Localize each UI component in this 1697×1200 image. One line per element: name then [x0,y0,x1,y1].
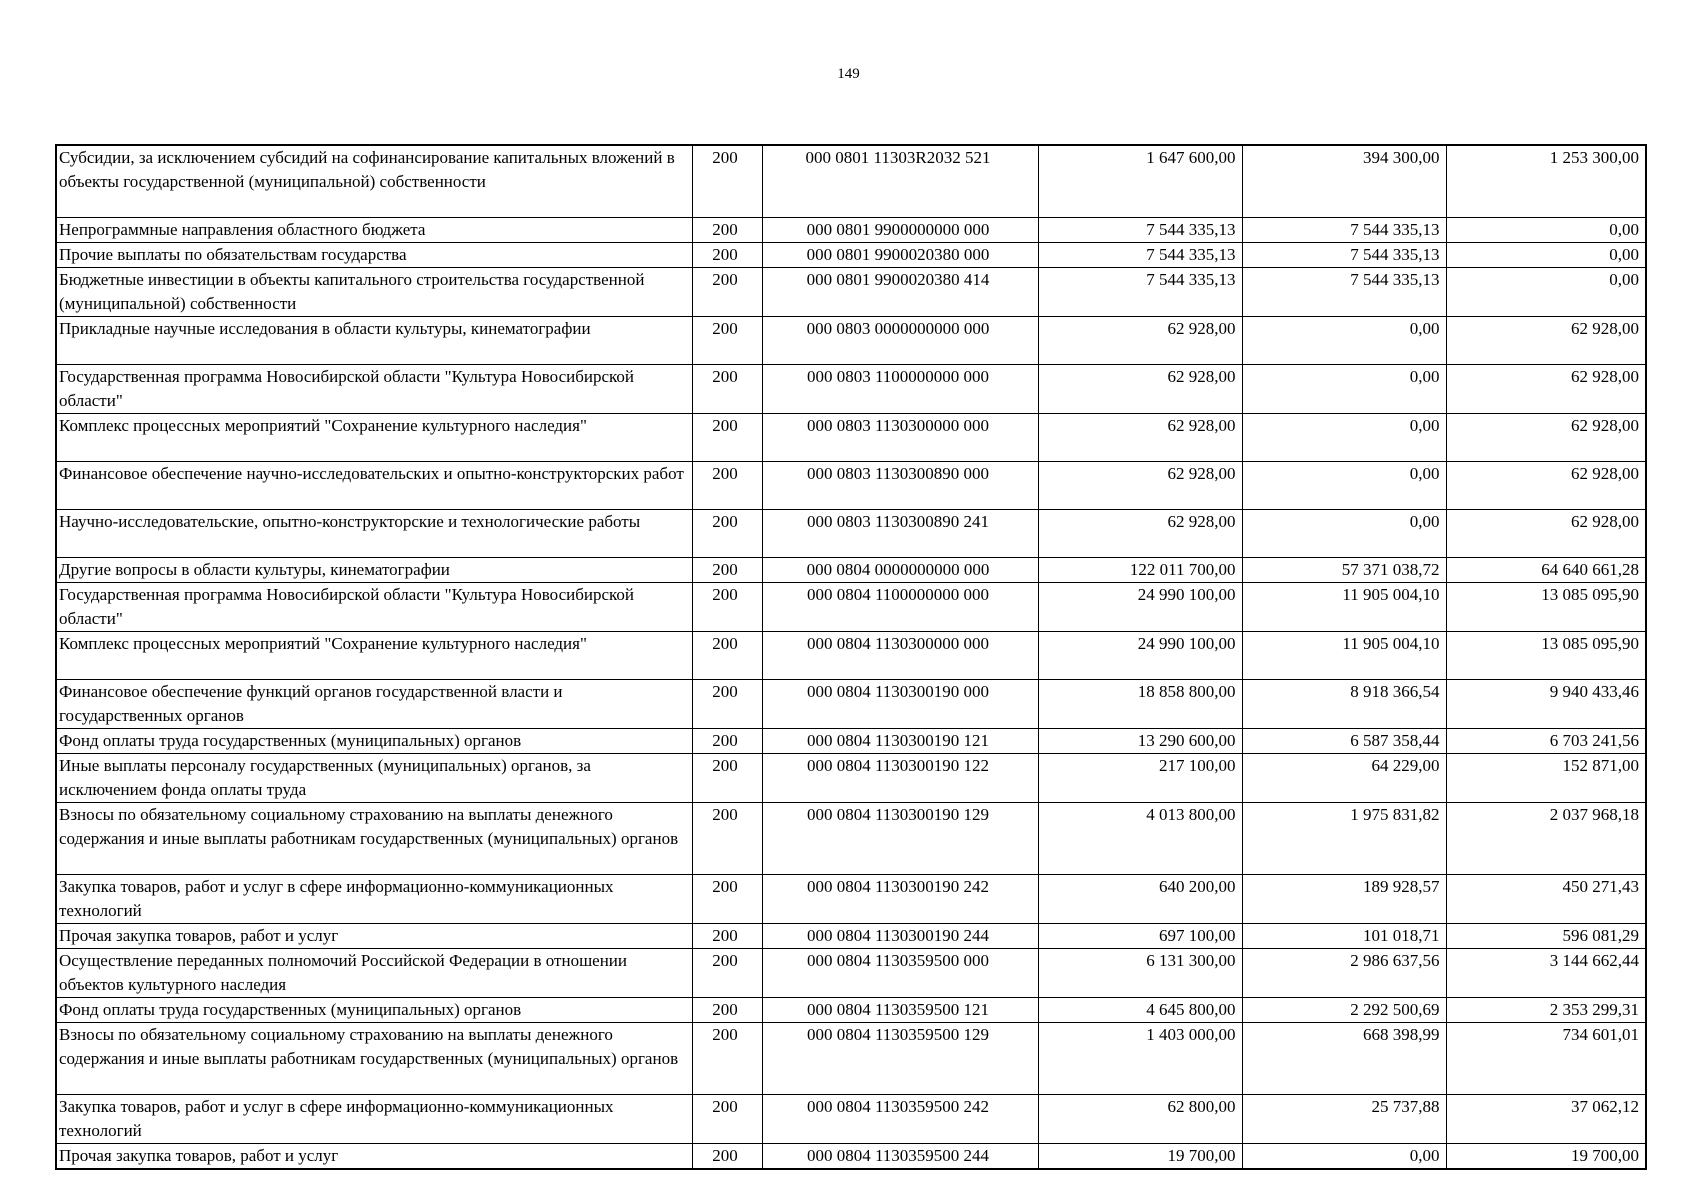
table-row [56,1143,1646,1169]
row-code-cell: 200 [692,145,762,217]
table-row [56,316,1646,364]
row-code-cell: 200 [692,413,762,461]
row-executed-cell: 6 587 358,44 [1242,728,1446,753]
row-code-cell: 200 [692,242,762,267]
row-kbk-cell: 000 0804 1130359500 244 [762,1143,1038,1169]
row-remaining-cell: 0,00 [1446,217,1646,242]
table-row [56,461,1646,509]
row-executed-cell: 11 905 004,10 [1242,582,1446,631]
row-kbk-cell: 000 0801 9900000000 000 [762,217,1038,242]
row-kbk-cell: 000 0804 1130300190 122 [762,753,1038,802]
row-remaining-cell: 2 353 299,31 [1446,997,1646,1022]
table-row [56,753,1646,802]
row-name-cell: Государственная программа Новосибирской области "Культура Новосибирской области" [56,364,692,413]
row-code-cell: 200 [692,923,762,948]
row-kbk-cell: 000 0804 1130300190 121 [762,728,1038,753]
row-executed-cell: 11 905 004,10 [1242,631,1446,679]
row-kbk-cell: 000 0803 0000000000 000 [762,316,1038,364]
row-kbk-cell: 000 0801 11303R2032 521 [762,145,1038,217]
row-remaining-cell: 13 085 095,90 [1446,582,1646,631]
row-code-cell: 200 [692,316,762,364]
row-remaining-cell: 152 871,00 [1446,753,1646,802]
row-executed-cell: 0,00 [1242,316,1446,364]
row-executed-cell: 7 544 335,13 [1242,267,1446,316]
row-approved-cell: 697 100,00 [1038,923,1242,948]
row-approved-cell: 62 928,00 [1038,461,1242,509]
row-code-cell: 200 [692,874,762,923]
row-code-cell: 200 [692,267,762,316]
row-code-cell: 200 [692,631,762,679]
row-approved-cell: 62 928,00 [1038,364,1242,413]
row-remaining-cell: 2 037 968,18 [1446,802,1646,874]
row-approved-cell: 24 990 100,00 [1038,631,1242,679]
row-kbk-cell: 000 0803 1130300000 000 [762,413,1038,461]
row-executed-cell: 0,00 [1242,364,1446,413]
row-code-cell: 200 [692,948,762,997]
row-name-cell: Непрограммные направления областного бюджета [56,217,692,242]
table-row [56,267,1646,316]
row-approved-cell: 19 700,00 [1038,1143,1242,1169]
row-name-cell: Комплекс процессных мероприятий "Сохранение культурного наследия" [56,413,692,461]
row-executed-cell: 394 300,00 [1242,145,1446,217]
row-name-cell: Субсидии, за исключением субсидий на софинансирование капитальных вложений в объекты государственной (муниципальной) собственности [56,145,692,217]
row-remaining-cell: 37 062,12 [1446,1094,1646,1143]
table-row [56,242,1646,267]
row-name-cell: Взносы по обязательному социальному страхованию на выплаты денежного содержания и иные выплаты работникам государственных (муниципальных) органов [56,1022,692,1094]
row-remaining-cell: 734 601,01 [1446,1022,1646,1094]
row-name-cell: Другие вопросы в области культуры, кинематографии [56,557,692,582]
row-remaining-cell: 62 928,00 [1446,413,1646,461]
row-executed-cell: 1 975 831,82 [1242,802,1446,874]
row-approved-cell: 24 990 100,00 [1038,582,1242,631]
row-executed-cell: 0,00 [1242,509,1446,557]
row-code-cell: 200 [692,509,762,557]
row-name-cell: Закупка товаров, работ и услуг в сфере информационно-коммуникационных технологий [56,874,692,923]
row-code-cell: 200 [692,1022,762,1094]
row-name-cell: Иные выплаты персоналу государственных (муниципальных) органов, за исключением фонда оплаты труда [56,753,692,802]
row-executed-cell: 7 544 335,13 [1242,217,1446,242]
budget-table-body [56,145,1646,1169]
row-approved-cell: 7 544 335,13 [1038,242,1242,267]
row-name-cell: Научно-исследовательские, опытно-конструкторские и технологические работы [56,509,692,557]
row-kbk-cell: 000 0804 1130359500 000 [762,948,1038,997]
table-row [56,923,1646,948]
row-remaining-cell: 0,00 [1446,267,1646,316]
row-kbk-cell: 000 0803 1130300890 000 [762,461,1038,509]
row-kbk-cell: 000 0804 1130359500 121 [762,997,1038,1022]
row-remaining-cell: 62 928,00 [1446,364,1646,413]
table-row [56,631,1646,679]
row-executed-cell: 8 918 366,54 [1242,679,1446,728]
row-remaining-cell: 19 700,00 [1446,1143,1646,1169]
row-remaining-cell: 62 928,00 [1446,316,1646,364]
table-row [56,997,1646,1022]
row-approved-cell: 7 544 335,13 [1038,267,1242,316]
row-name-cell: Бюджетные инвестиции в объекты капитального строительства государственной (муниципальной) собственности [56,267,692,316]
row-approved-cell: 7 544 335,13 [1038,217,1242,242]
row-approved-cell: 122 011 700,00 [1038,557,1242,582]
row-approved-cell: 62 928,00 [1038,413,1242,461]
row-kbk-cell: 000 0804 1130359500 129 [762,1022,1038,1094]
row-code-cell: 200 [692,728,762,753]
row-kbk-cell: 000 0801 9900020380 414 [762,267,1038,316]
row-kbk-cell: 000 0804 0000000000 000 [762,557,1038,582]
row-kbk-cell: 000 0803 1100000000 000 [762,364,1038,413]
row-approved-cell: 640 200,00 [1038,874,1242,923]
row-remaining-cell: 62 928,00 [1446,509,1646,557]
table-row [56,413,1646,461]
row-name-cell: Комплекс процессных мероприятий "Сохранение культурного наследия" [56,631,692,679]
row-code-cell: 200 [692,557,762,582]
table-row [56,679,1646,728]
row-remaining-cell: 450 271,43 [1446,874,1646,923]
budget-table [55,144,1647,1170]
row-kbk-cell: 000 0804 1130359500 242 [762,1094,1038,1143]
row-approved-cell: 62 928,00 [1038,509,1242,557]
row-executed-cell: 2 292 500,69 [1242,997,1446,1022]
row-approved-cell: 6 131 300,00 [1038,948,1242,997]
row-remaining-cell: 9 940 433,46 [1446,679,1646,728]
row-code-cell: 200 [692,582,762,631]
row-approved-cell: 18 858 800,00 [1038,679,1242,728]
row-name-cell: Прикладные научные исследования в области культуры, кинематографии [56,316,692,364]
row-approved-cell: 1 403 000,00 [1038,1022,1242,1094]
row-name-cell: Финансовое обеспечение функций органов государственной власти и государственных органов [56,679,692,728]
table-row [56,509,1646,557]
row-name-cell: Фонд оплаты труда государственных (муниципальных) органов [56,997,692,1022]
row-approved-cell: 62 928,00 [1038,316,1242,364]
row-executed-cell: 101 018,71 [1242,923,1446,948]
row-executed-cell: 57 371 038,72 [1242,557,1446,582]
row-approved-cell: 217 100,00 [1038,753,1242,802]
table-row [56,1094,1646,1143]
row-approved-cell: 62 800,00 [1038,1094,1242,1143]
row-kbk-cell: 000 0801 9900020380 000 [762,242,1038,267]
row-executed-cell: 0,00 [1242,461,1446,509]
row-kbk-cell: 000 0804 1100000000 000 [762,582,1038,631]
row-code-cell: 200 [692,802,762,874]
row-executed-cell: 0,00 [1242,413,1446,461]
row-executed-cell: 189 928,57 [1242,874,1446,923]
row-name-cell: Осуществление переданных полномочий Российской Федерации в отношении объектов культурного наследия [56,948,692,997]
row-code-cell: 200 [692,997,762,1022]
row-kbk-cell: 000 0804 1130300000 000 [762,631,1038,679]
row-code-cell: 200 [692,1143,762,1169]
row-executed-cell: 64 229,00 [1242,753,1446,802]
row-code-cell: 200 [692,217,762,242]
table-row [56,874,1646,923]
table-row [56,728,1646,753]
row-code-cell: 200 [692,679,762,728]
row-kbk-cell: 000 0804 1130300190 242 [762,874,1038,923]
row-code-cell: 200 [692,461,762,509]
row-remaining-cell: 64 640 661,28 [1446,557,1646,582]
table-row [56,145,1646,217]
row-kbk-cell: 000 0803 1130300890 241 [762,509,1038,557]
row-kbk-cell: 000 0804 1130300190 129 [762,802,1038,874]
page-number: 149 [837,66,860,82]
row-approved-cell: 4 645 800,00 [1038,997,1242,1022]
row-code-cell: 200 [692,364,762,413]
row-name-cell: Взносы по обязательному социальному страхованию на выплаты денежного содержания и иные выплаты работникам государственных (муниципальных) органов [56,802,692,874]
row-executed-cell: 0,00 [1242,1143,1446,1169]
row-name-cell: Прочая закупка товаров, работ и услуг [56,1143,692,1169]
row-name-cell: Государственная программа Новосибирской области "Культура Новосибирской области" [56,582,692,631]
row-remaining-cell: 6 703 241,56 [1446,728,1646,753]
table-row [56,802,1646,874]
row-name-cell: Финансовое обеспечение научно-исследовательских и опытно-конструкторских работ [56,461,692,509]
row-code-cell: 200 [692,753,762,802]
row-remaining-cell: 0,00 [1446,242,1646,267]
row-name-cell: Прочая закупка товаров, работ и услуг [56,923,692,948]
row-kbk-cell: 000 0804 1130300190 000 [762,679,1038,728]
row-executed-cell: 7 544 335,13 [1242,242,1446,267]
row-remaining-cell: 13 085 095,90 [1446,631,1646,679]
row-executed-cell: 668 398,99 [1242,1022,1446,1094]
row-remaining-cell: 3 144 662,44 [1446,948,1646,997]
row-approved-cell: 13 290 600,00 [1038,728,1242,753]
row-remaining-cell: 596 081,29 [1446,923,1646,948]
table-row [56,948,1646,997]
row-approved-cell: 4 013 800,00 [1038,802,1242,874]
table-row [56,217,1646,242]
row-code-cell: 200 [692,1094,762,1143]
row-remaining-cell: 62 928,00 [1446,461,1646,509]
row-approved-cell: 1 647 600,00 [1038,145,1242,217]
row-name-cell: Закупка товаров, работ и услуг в сфере информационно-коммуникационных технологий [56,1094,692,1143]
row-executed-cell: 2 986 637,56 [1242,948,1446,997]
row-kbk-cell: 000 0804 1130300190 244 [762,923,1038,948]
table-row [56,364,1646,413]
row-remaining-cell: 1 253 300,00 [1446,145,1646,217]
table-row [56,1022,1646,1094]
table-row [56,582,1646,631]
row-name-cell: Фонд оплаты труда государственных (муниципальных) органов [56,728,692,753]
row-executed-cell: 25 737,88 [1242,1094,1446,1143]
row-name-cell: Прочие выплаты по обязательствам государства [56,242,692,267]
table-row [56,557,1646,582]
